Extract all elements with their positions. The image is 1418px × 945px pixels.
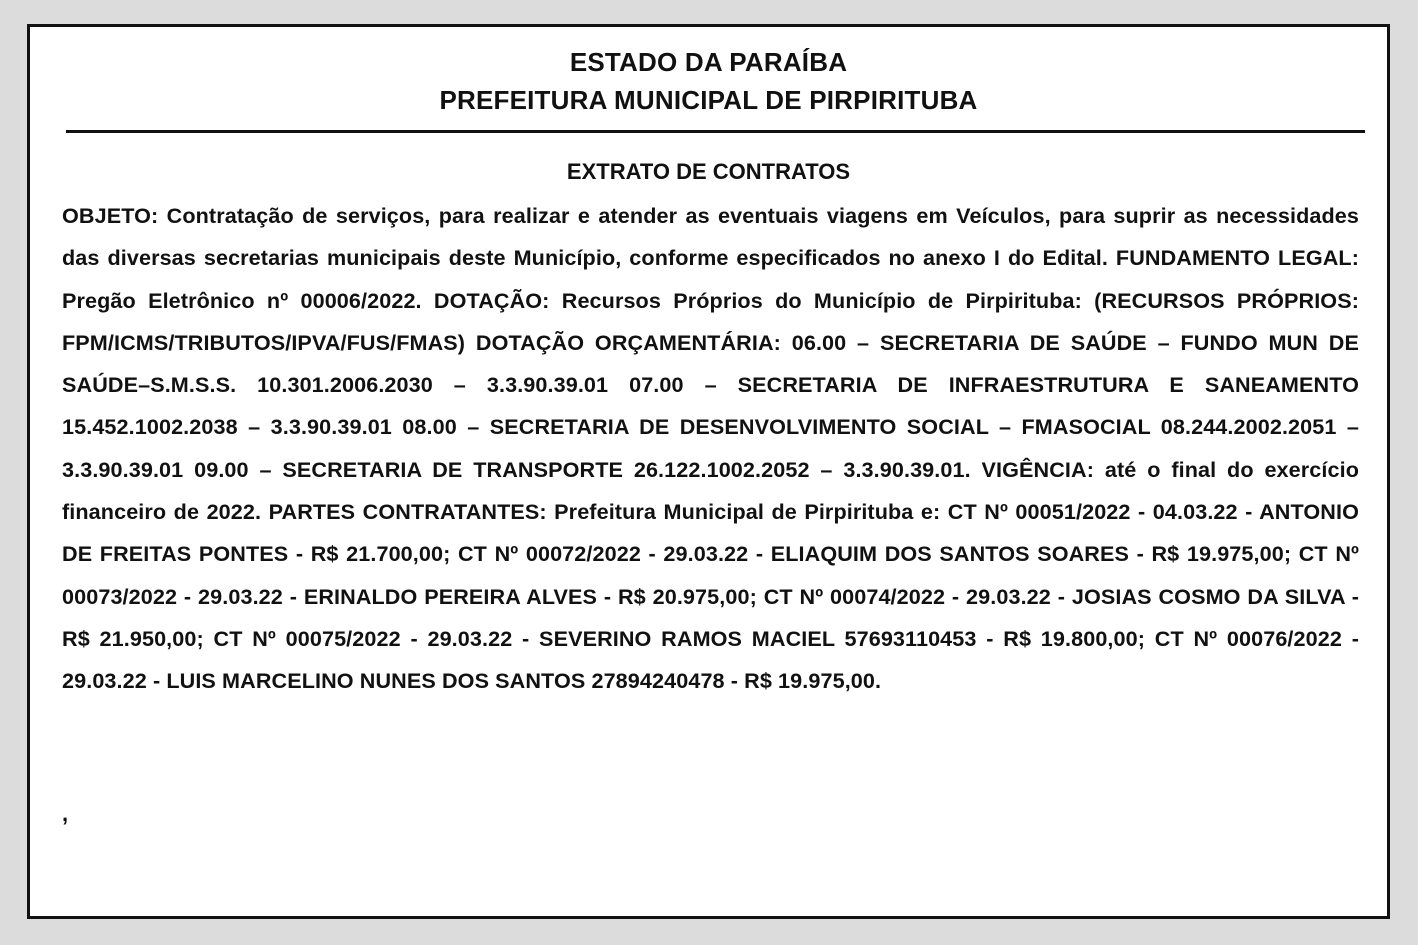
state-heading: ESTADO DA PARAÍBA [569,47,848,77]
header-divider [66,130,1365,133]
section-title: EXTRATO DE CONTRATOS [566,159,851,184]
notice-header [30,27,1387,119]
contract-extract-text: OBJETO: Contratação de serviços, para realizar e atender as eventuais viagens em Veículos, para suprir as necessidades das diversas secretarias municipais deste Município, conforme especificados no anexo I do Edital. FUNDAMENTO LEGAL: Pregão Eletrônico nº 00006/2022. DOTAÇÃO: Recursos Próprios do Município de Pirpirituba: (RECURSOS PRÓPRIOS: FPM/ICMS/TRIBUTOS/IPVA/FUS/FMAS) DOTAÇÃO ORÇAMENTÁRIA: 06.00 – SECRETARIA DE SAÚDE – FUNDO MUN DE SAÚDE–S.M.S.S. 10.301.2006.2030 – 3.3.90.39.01 07.00 – SECRETARIA DE INFRAESTRUTURA E SANEAMENTO 15.452.1002.2038 – 3.3.90.39.01 08.00 – SECRETARIA DE DESENVOLVIMENTO SOCIAL – FMASOCIAL 08.244.2002.2051 – 3.3.90.39.01 09.00 – SECRETARIA DE TRANSPORTE 26.122.1002.2052 – 3.3.90.39.01. VIGÊNCIA: até o final do exercício financeiro de 2022. PARTES CONTRATANTES: Prefeitura Municipal de Pirpirituba e: CT Nº 00051/2022 - 04.03.22 - ANTONIO DE FREITAS PONTES - R$ 21.700,00; CT Nº 00072/2022 - 29.03.22 - ELIAQUIM DOS SANTOS SOARES - R$ 19.975,00; CT Nº 00073/2022 - 29.03.22 - ERINALDO PEREIRA ALVES - R$ 20.975,00; CT Nº 00074/2022 - 29.03.22 - JOSIAS COSMO DA SILVA - R$ 21.950,00; CT Nº 00075/2022 - 29.03.22 - SEVERINO RAMOS MACIEL 57693110453 - R$ 19.800,00; CT Nº 00076/2022 - 29.03.22 - LUIS MARCELINO NUNES DOS SANTOS 27894240478 - R$ 19.975,00. [62,203,1359,694]
trailing-mark: , [62,801,69,826]
notice-sheet [27,24,1390,919]
municipality-heading: PREFEITURA MUNICIPAL DE PIRPIRITUBA [439,85,978,115]
